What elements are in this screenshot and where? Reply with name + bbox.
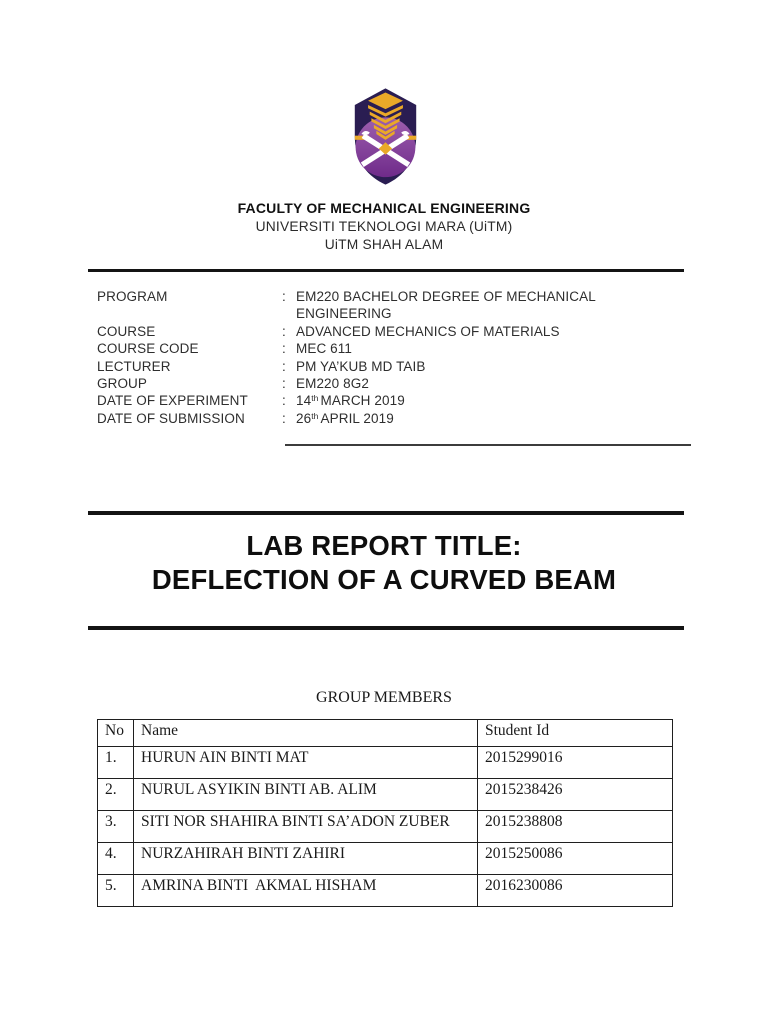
report-title-line2: DEFLECTION OF A CURVED BEAM (151, 563, 617, 595)
table-row (98, 747, 673, 779)
cell-name: SITI NOR SHAHIRA BINTI SA’ADON ZUBER (134, 811, 478, 843)
uitm-logo (344, 87, 427, 186)
detail-value: EM220 BACHELOR DEGREE OF MECHANICAL (296, 289, 596, 304)
faculty-name: FACULTY OF MECHANICAL ENGINEERING (237, 200, 531, 216)
detail-colon: : (282, 289, 286, 304)
title-rule-bottom (88, 626, 684, 630)
header-cell-student-id: Student Id (478, 720, 673, 747)
table-row (98, 875, 673, 907)
detail-row-date-experiment (97, 393, 677, 410)
cell-student-id: 2015238808 (478, 811, 673, 843)
date-ordinal: th (311, 393, 319, 404)
detail-colon: : (282, 323, 286, 339)
detail-value (296, 393, 677, 410)
date-day: 14 (296, 393, 312, 409)
detail-colon: : (282, 393, 286, 409)
cell-name: HURUN AIN BINTI MAT (134, 747, 478, 779)
table-row (98, 843, 673, 875)
date-day: 26 (296, 410, 312, 426)
cell-student-id: 2015250086 (478, 843, 673, 875)
detail-label: COURSE CODE (97, 341, 199, 357)
detail-row-date-submission (97, 411, 677, 428)
date-rest: MARCH 2019 (320, 393, 405, 409)
cell-name: AMRINA BINTI AKMAL HISHAM (134, 875, 478, 907)
detail-colon: : (282, 410, 286, 426)
detail-value: ADVANCED MECHANICS OF MATERIALS (296, 323, 560, 339)
detail-label: COURSE (97, 323, 156, 339)
campus-name: UiTM SHAH ALAM (324, 237, 444, 252)
table-row (98, 811, 673, 843)
report-title-line1: LAB REPORT TITLE: (246, 530, 522, 561)
members-table (97, 719, 673, 907)
detail-row-group (97, 376, 677, 393)
date-rest: APRIL 2019 (320, 410, 394, 426)
header-cell-name: Name (134, 720, 478, 747)
detail-colon: : (282, 341, 286, 357)
cell-no: 2. (98, 779, 134, 811)
detail-row-course-code (97, 341, 677, 358)
top-divider (88, 269, 684, 272)
detail-colon (282, 306, 296, 323)
detail-value: PM YA’KUB MD TAIB (296, 358, 426, 374)
detail-value: ENGINEERING (296, 306, 392, 322)
title-rule-top (88, 511, 684, 515)
detail-label: LECTURER (97, 358, 171, 374)
cell-no: 3. (98, 811, 134, 843)
detail-label: DATE OF SUBMISSION (97, 410, 245, 426)
detail-label: DATE OF EXPERIMENT (97, 393, 248, 409)
table-header-row (98, 720, 673, 747)
detail-label: PROGRAM (97, 289, 168, 304)
cell-name: NURUL ASYIKIN BINTI AB. ALIM (134, 779, 478, 811)
detail-row-course (97, 324, 677, 341)
group-members-heading: GROUP MEMBERS (316, 689, 452, 706)
university-name: UNIVERSITI TEKNOLOGI MARA (UiTM) (255, 218, 513, 234)
detail-label (97, 306, 282, 323)
detail-colon: : (282, 375, 286, 391)
detail-row-lecturer (97, 359, 677, 376)
detail-colon: : (282, 358, 286, 374)
cell-no: 5. (98, 875, 134, 907)
cell-student-id: 2015299016 (478, 747, 673, 779)
cell-no: 4. (98, 843, 134, 875)
details-underline (285, 444, 691, 446)
header-cell-no: No (98, 720, 134, 747)
date-ordinal: th (311, 410, 319, 421)
table-row (98, 779, 673, 811)
cell-no: 1. (98, 747, 134, 779)
faculty-header (0, 199, 768, 255)
report-title (0, 529, 768, 596)
cell-name: NURZAHIRAH BINTI ZAHIRI (134, 843, 478, 875)
cell-student-id: 2016230086 (478, 875, 673, 907)
detail-value: MEC 611 (296, 341, 352, 357)
cell-student-id: 2015238426 (478, 779, 673, 811)
detail-row-program-wrap (97, 306, 677, 323)
course-details (97, 289, 677, 428)
detail-row-program (97, 289, 677, 306)
detail-value: EM220 8G2 (296, 375, 369, 391)
detail-label: GROUP (97, 375, 148, 391)
detail-value (296, 411, 677, 428)
